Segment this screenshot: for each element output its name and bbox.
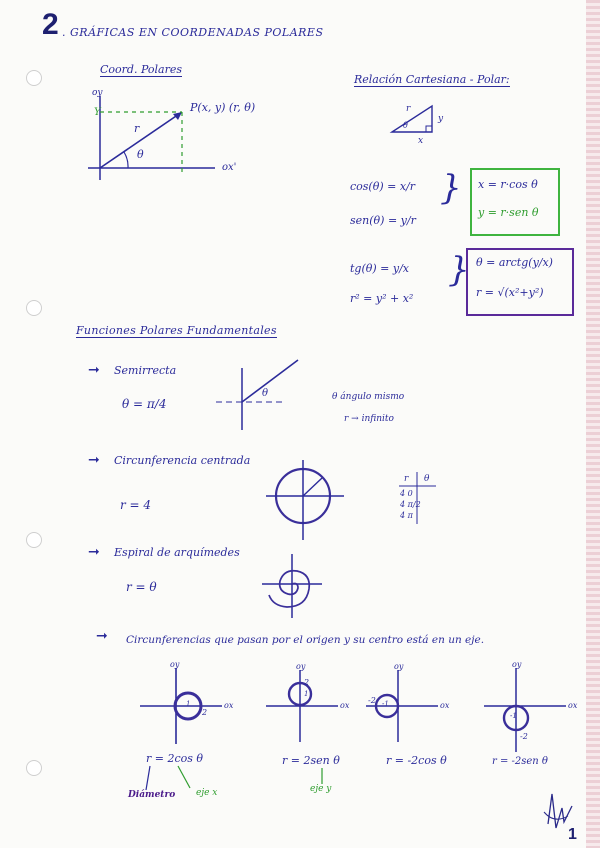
eq-2cos: r = 2cos θ — [146, 752, 204, 765]
relation-heading: Relación Cartesiana - Polar: — [354, 73, 510, 86]
tri-y: y — [438, 114, 444, 124]
arrow-icon: ➞ — [88, 544, 100, 560]
tri-r: r — [406, 104, 411, 114]
item-espiral: Espiral de arquímedes — [114, 546, 240, 559]
theta-label: θ — [137, 148, 144, 161]
graph2-tick-1: 1 — [304, 690, 309, 698]
theta-formula: θ = arctg(y/x) — [476, 256, 553, 269]
fundamental-heading: Funciones Polares Fundamentales — [76, 324, 277, 337]
espiral-equation: r = θ — [126, 580, 157, 594]
item-circunferencia: Circunferencia centrada — [114, 454, 251, 467]
table-header-theta: θ — [424, 474, 430, 484]
note-diametro: Diámetro — [128, 790, 176, 800]
axis-x-label: ox' — [222, 162, 237, 173]
axis-y-label: oy — [92, 88, 103, 98]
sin-equation: sen(θ) = y/r — [350, 214, 416, 227]
table-row: 4 π/2 — [400, 500, 421, 509]
graph1-ox: ox — [224, 701, 234, 710]
eq-2sen: r = 2sen θ — [282, 754, 340, 767]
arrow-icon: ➞ — [88, 362, 100, 378]
table-row: 4 π — [400, 511, 413, 520]
graph3-tick-m1: -1 — [382, 700, 389, 708]
brace-2: } — [448, 250, 470, 290]
graph1-tick-2: 2 — [202, 708, 208, 717]
tri-theta: θ — [403, 121, 408, 130]
page-number: 1 — [568, 826, 577, 843]
semirrecta-note-2: r → infinito — [344, 414, 394, 424]
graph3-oy: oy — [394, 662, 404, 671]
graph1-oy: oy — [170, 660, 180, 669]
semirrecta-theta: θ — [262, 388, 269, 399]
circunferencia-equation: r = 4 — [120, 498, 152, 512]
graph3-tick-m2: -2 — [368, 696, 376, 705]
point-label: P(x, y) (r, θ) — [190, 101, 256, 114]
graph4-tick-m1: -1 — [510, 712, 517, 720]
section-number: 2 — [42, 8, 59, 41]
r-label: r — [134, 122, 140, 135]
graph2-oy: oy — [296, 662, 306, 671]
graph3-ox: ox — [440, 701, 450, 710]
graph4-oy: oy — [512, 660, 522, 669]
polar-coords-heading: Coord. Polares — [100, 63, 183, 76]
table-row: 4 0 — [400, 489, 413, 498]
brace: } — [440, 168, 462, 208]
y-mark: Y — [94, 107, 101, 118]
page-title: . GRÁFICAS EN COORDENADAS POLARES — [62, 26, 324, 39]
graph2-ox: ox — [340, 701, 350, 710]
cos-equation: cos(θ) = x/r — [350, 180, 416, 193]
graph4-tick-m2: -2 — [520, 732, 528, 741]
semirrecta-equation: θ = π/4 — [122, 397, 167, 411]
semirrecta-note-1: θ ángulo mismo — [332, 392, 405, 402]
item-semirrecta: Semirrecta — [114, 364, 177, 377]
r-formula: r = √(x²+y²) — [476, 286, 544, 299]
r2-equation: r² = y² + x² — [350, 292, 414, 305]
tri-x: x — [418, 136, 424, 146]
graph1-tick-1: 1 — [186, 700, 191, 708]
arrow-icon: ➞ — [88, 452, 100, 468]
arrow-icon: ➞ — [96, 628, 108, 644]
table-header-r: r — [404, 474, 409, 484]
tg-equation: tg(θ) = y/x — [350, 262, 410, 275]
graph2-tick-2: 2 — [304, 678, 310, 687]
note-eje-x: eje x — [196, 788, 218, 798]
eq-minus-2sen: r = -2sen θ — [492, 756, 548, 767]
eq-minus-2cos: r = -2cos θ — [386, 754, 447, 767]
graph4-ox: ox — [568, 701, 578, 710]
x-formula: x = r·cos θ — [478, 178, 538, 191]
y-formula: y = r·sen θ — [478, 206, 539, 219]
item-circunferencias-origen: Circunferencias que pasan por el origen y su centro está en un eje. — [126, 634, 485, 646]
note-eje-y: eje y — [310, 784, 332, 794]
